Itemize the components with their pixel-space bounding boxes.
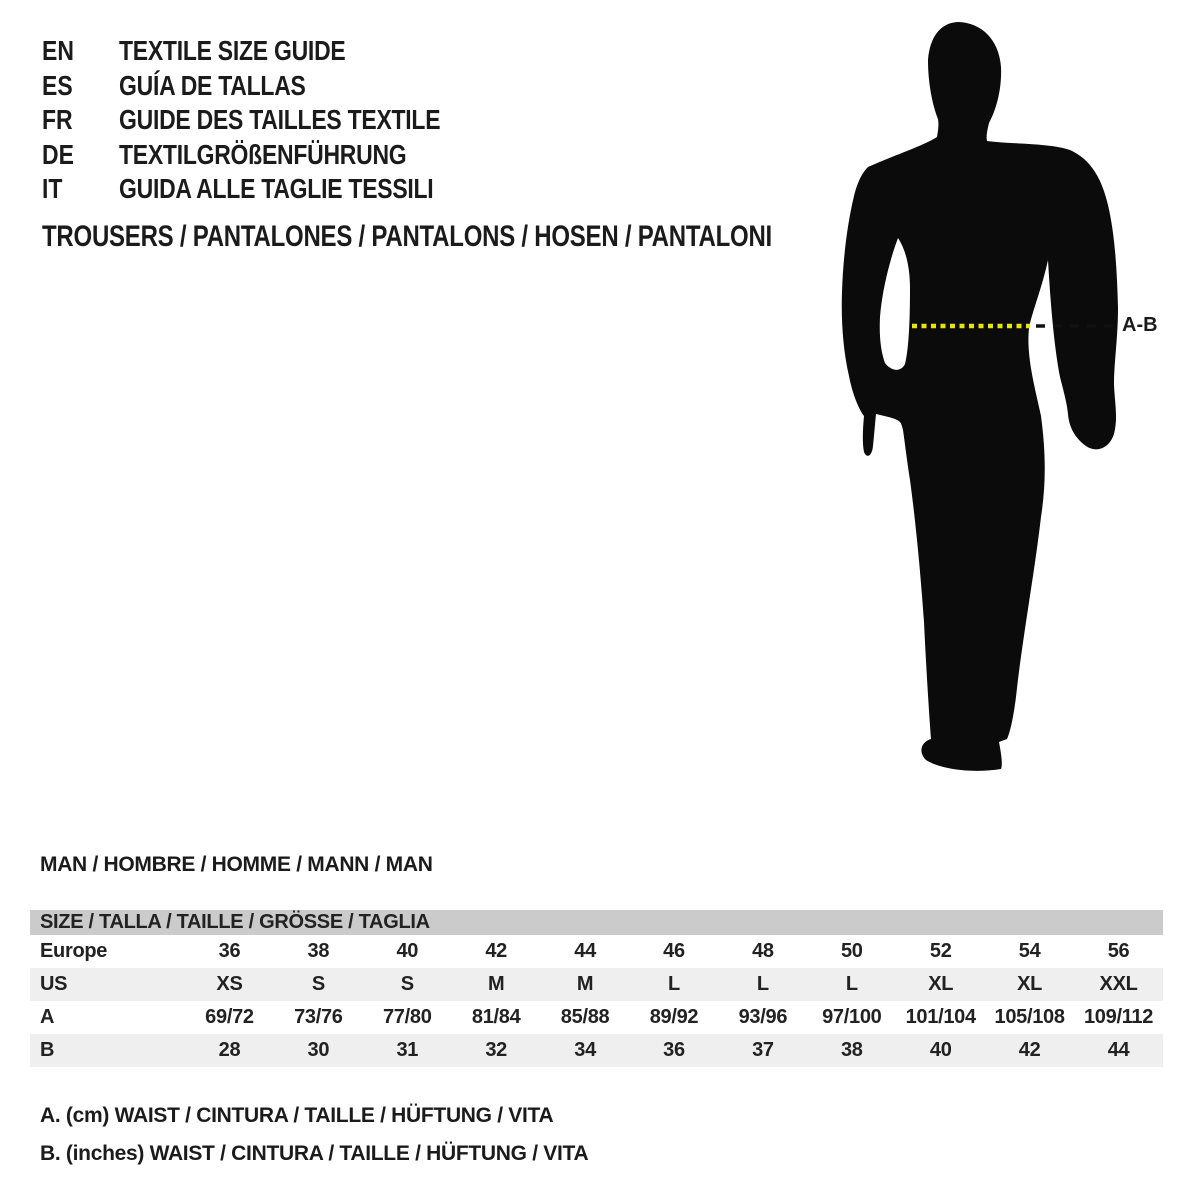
cell: 28 bbox=[218, 1039, 241, 1061]
measurement-notes bbox=[40, 1104, 588, 1180]
row-label: Europe bbox=[40, 940, 108, 962]
language-title: GUIDE DES TAILLES TEXTILE bbox=[119, 104, 441, 136]
language-row-de bbox=[42, 138, 511, 173]
cell: 93/96 bbox=[738, 1006, 788, 1028]
waist-measure-label: A-B bbox=[1122, 314, 1158, 336]
cell: 42 bbox=[1018, 1039, 1041, 1061]
cell: 85/88 bbox=[560, 1006, 610, 1028]
cell: 37 bbox=[752, 1039, 774, 1061]
cell: 44 bbox=[1107, 1039, 1130, 1061]
cell: 77/80 bbox=[382, 1006, 432, 1028]
cell: 34 bbox=[574, 1039, 596, 1061]
language-code: IT bbox=[42, 173, 63, 205]
size-table-header: SIZE / TALLA / TAILLE / GRÖSSE / TAGLIA bbox=[40, 911, 430, 933]
cell: 52 bbox=[929, 940, 952, 962]
table-row-a-cm bbox=[30, 1001, 1163, 1034]
cell: S bbox=[400, 973, 414, 995]
cell: 109/112 bbox=[1083, 1006, 1154, 1028]
garment-category-title bbox=[42, 220, 954, 254]
table-row-europe bbox=[30, 935, 1163, 968]
cell: 36 bbox=[663, 1039, 685, 1061]
row-label: US bbox=[40, 973, 68, 995]
language-title: TEXTILGRÖßENFÜHRUNG bbox=[119, 138, 407, 170]
cell: 30 bbox=[307, 1039, 330, 1061]
language-row-it bbox=[42, 172, 511, 207]
cell: 81/84 bbox=[471, 1006, 521, 1028]
cell: 40 bbox=[929, 1039, 952, 1061]
cell: XL bbox=[1017, 973, 1043, 995]
cell: 54 bbox=[1018, 940, 1041, 962]
language-row-en bbox=[42, 34, 511, 69]
cell: 105/108 bbox=[994, 1006, 1065, 1028]
cell: L bbox=[668, 973, 680, 995]
language-row-fr bbox=[42, 103, 511, 138]
row-label: B bbox=[40, 1039, 55, 1061]
size-table bbox=[30, 910, 1163, 1067]
language-title-list bbox=[42, 34, 511, 207]
size-table-header-row bbox=[30, 910, 1163, 935]
cell: S bbox=[311, 973, 325, 995]
cell: XXL bbox=[1099, 973, 1138, 995]
cell: 56 bbox=[1107, 940, 1130, 962]
language-title: GUÍA DE TALLAS bbox=[119, 69, 306, 101]
cell: M bbox=[576, 973, 594, 995]
cell: 48 bbox=[752, 940, 774, 962]
cell: M bbox=[487, 973, 505, 995]
cell: 73/76 bbox=[294, 1006, 343, 1028]
cell: 32 bbox=[485, 1039, 507, 1061]
cell: 101/104 bbox=[905, 1006, 976, 1028]
cell: 97/100 bbox=[822, 1006, 882, 1028]
cell: 46 bbox=[663, 940, 685, 962]
table-row-us bbox=[30, 968, 1163, 1001]
cell: 42 bbox=[485, 940, 507, 962]
garment-category-text: TROUSERS / PANTALONES / PANTALONS / HOSEN / PANTALONI bbox=[42, 220, 772, 253]
language-code: DE bbox=[42, 138, 74, 170]
language-title: TEXTILE SIZE GUIDE bbox=[119, 35, 346, 66]
note-b-inches: B. (inches) WAIST / CINTURA / TAILLE / HÜFTUNG / VITA bbox=[40, 1142, 589, 1165]
language-code: ES bbox=[42, 69, 73, 101]
man-silhouette-shape bbox=[842, 22, 1118, 771]
man-silhouette-figure bbox=[840, 20, 1170, 780]
cell: L bbox=[845, 973, 858, 995]
cell: L bbox=[756, 973, 769, 995]
cell: 69/72 bbox=[205, 1006, 254, 1028]
cell: 50 bbox=[840, 940, 863, 962]
cell: XL bbox=[928, 973, 954, 995]
cell: 40 bbox=[396, 940, 419, 962]
language-title: GUIDA ALLE TAGLIE TESSILI bbox=[119, 173, 434, 205]
cell: 38 bbox=[840, 1039, 863, 1061]
cell: XS bbox=[216, 973, 243, 995]
language-code: FR bbox=[42, 104, 73, 136]
cell: 31 bbox=[396, 1039, 419, 1061]
row-label: A bbox=[40, 1006, 55, 1028]
language-code: EN bbox=[42, 35, 74, 66]
note-a-cm: A. (cm) WAIST / CINTURA / TAILLE / HÜFTUNG / VITA bbox=[40, 1104, 554, 1127]
cell: 44 bbox=[574, 940, 596, 962]
table-row-b-inches bbox=[30, 1034, 1163, 1067]
gender-section-title: MAN / HOMBRE / HOMME / MANN / MAN bbox=[40, 853, 433, 876]
language-row-es bbox=[42, 69, 511, 104]
cell: 36 bbox=[218, 940, 241, 962]
cell: 89/92 bbox=[649, 1006, 699, 1028]
cell: 38 bbox=[307, 940, 330, 962]
